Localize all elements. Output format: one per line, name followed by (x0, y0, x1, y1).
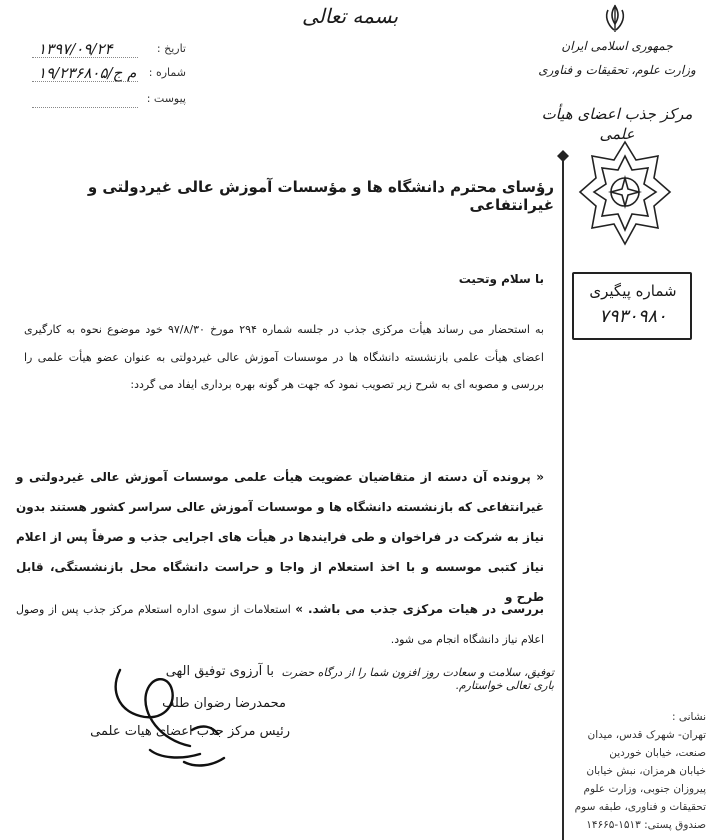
tracking-number-label: شماره پیگیری (589, 282, 677, 300)
letter-recipient: رؤسای محترم دانشگاه ها و مؤسسات آموزش عالی غیردولتی و غیرانتفاعی (87, 178, 554, 214)
address-line: تهران- شهرک قدس، میدان (587, 729, 706, 741)
bismillah-heading: بسمه تعالی (301, 4, 399, 28)
star-ornament-icon (578, 138, 672, 250)
meta-number-row (16, 64, 186, 82)
org-line-center: مرکز جذب اعضای هیأت علمی (541, 105, 693, 143)
letter-resolution-tail (16, 594, 544, 655)
address-line: پیروزان جنوبی، وزارت علوم (583, 783, 706, 795)
tracking-number-value: ۷۹۳۰۹۸۰ (599, 306, 667, 327)
iran-emblem-icon (602, 4, 628, 34)
meta-attachment-line (32, 107, 138, 108)
letter-salutation: با سلام وتحیت (458, 272, 544, 286)
meta-attachment-label: پیوست : (146, 92, 186, 105)
letter-body: به استحضار می رساند هیأت مرکزی جذب در جلسه شماره ۲۹۴ مورخ ۹۷/۸/۳۰ خود موضوع نحوه به کارگیری اعضای هیأت علمی بازنشسته دانشگاه ها در موسسات آموزش عالی غیردولتی به عنوان عضو هیأت علمی را بررسی و مصوبه ای به شرح زیر تصویب نمود که جهت هر گونه بهره برداری ایفاد می گردد: (24, 323, 544, 391)
address-line: صنعت، خیابان خوردین (609, 747, 706, 759)
address-block (556, 708, 706, 834)
handwritten-signature (80, 650, 250, 780)
meta-number-line (32, 81, 138, 82)
signer-name: محمدرضا رضوان طلب (162, 696, 286, 711)
meta-number-label: شماره : (148, 66, 186, 79)
org-line-country: جمهوری اسلامی ایران (561, 39, 673, 53)
signer-title: رئیس مرکز جذب اعضای هیات علمی (90, 724, 290, 739)
address-line: تحقیقات و فناوری، طبقه سوم (574, 801, 706, 813)
address-label: نشانی : (671, 711, 706, 723)
letter-after-quote: استعلامات از سوی اداره استعلام مرکز جذب پس از وصول اعلام نیاز دانشگاه انجام می شود. (16, 603, 544, 646)
address-line: خیابان هرمزان، نبش خیابان (586, 765, 706, 777)
meta-number-value: ۱۹/۲۳۶۸۰۵/م ج (38, 64, 137, 82)
org-line-ministry: وزارت علوم، تحقیقات و فناوری (538, 63, 696, 77)
letter-meta (16, 40, 186, 110)
meta-attachment-row (16, 90, 186, 108)
meta-date-label: تاریخ : (156, 42, 186, 55)
letter-resolution-quote: « پرونده آن دسته از متقاضیان عضویت هیأت علمی موسسات آموزش عالی غیردولتی و غیرانتفاعی که بازنشسته دانشگاه ها و موسسات آموزش عالی سراسر کشور هستند بدون نیاز به شرکت در فراخوان و طی فرایندها در هیأت های اجرایی جذب و صرفاً پس از اعلام نیاز کتبی موسسه و با اخذ استعلام از واجا و حراست دانشگاه محل بازنشستگی، قابل طرح و (16, 470, 544, 604)
meta-date-row (16, 40, 186, 58)
letter-closing: با آرزوی توفیق الهی (165, 664, 274, 679)
closing-wish: توفیق، سلامت و سعادت روز افزون شما را از درگاه حضرت باری تعالی خواستارم. (281, 666, 554, 692)
meta-date-value: ۱۳۹۷/۰۹/۲۴ (38, 40, 113, 58)
letter-resolution-end: بررسی در هیات مرکزی جذب می باشد. » (295, 602, 545, 616)
meta-date-line (32, 57, 138, 58)
address-line: صندوق پستی: ۱۵۱۳-۱۴۶۶۵ (586, 819, 706, 831)
